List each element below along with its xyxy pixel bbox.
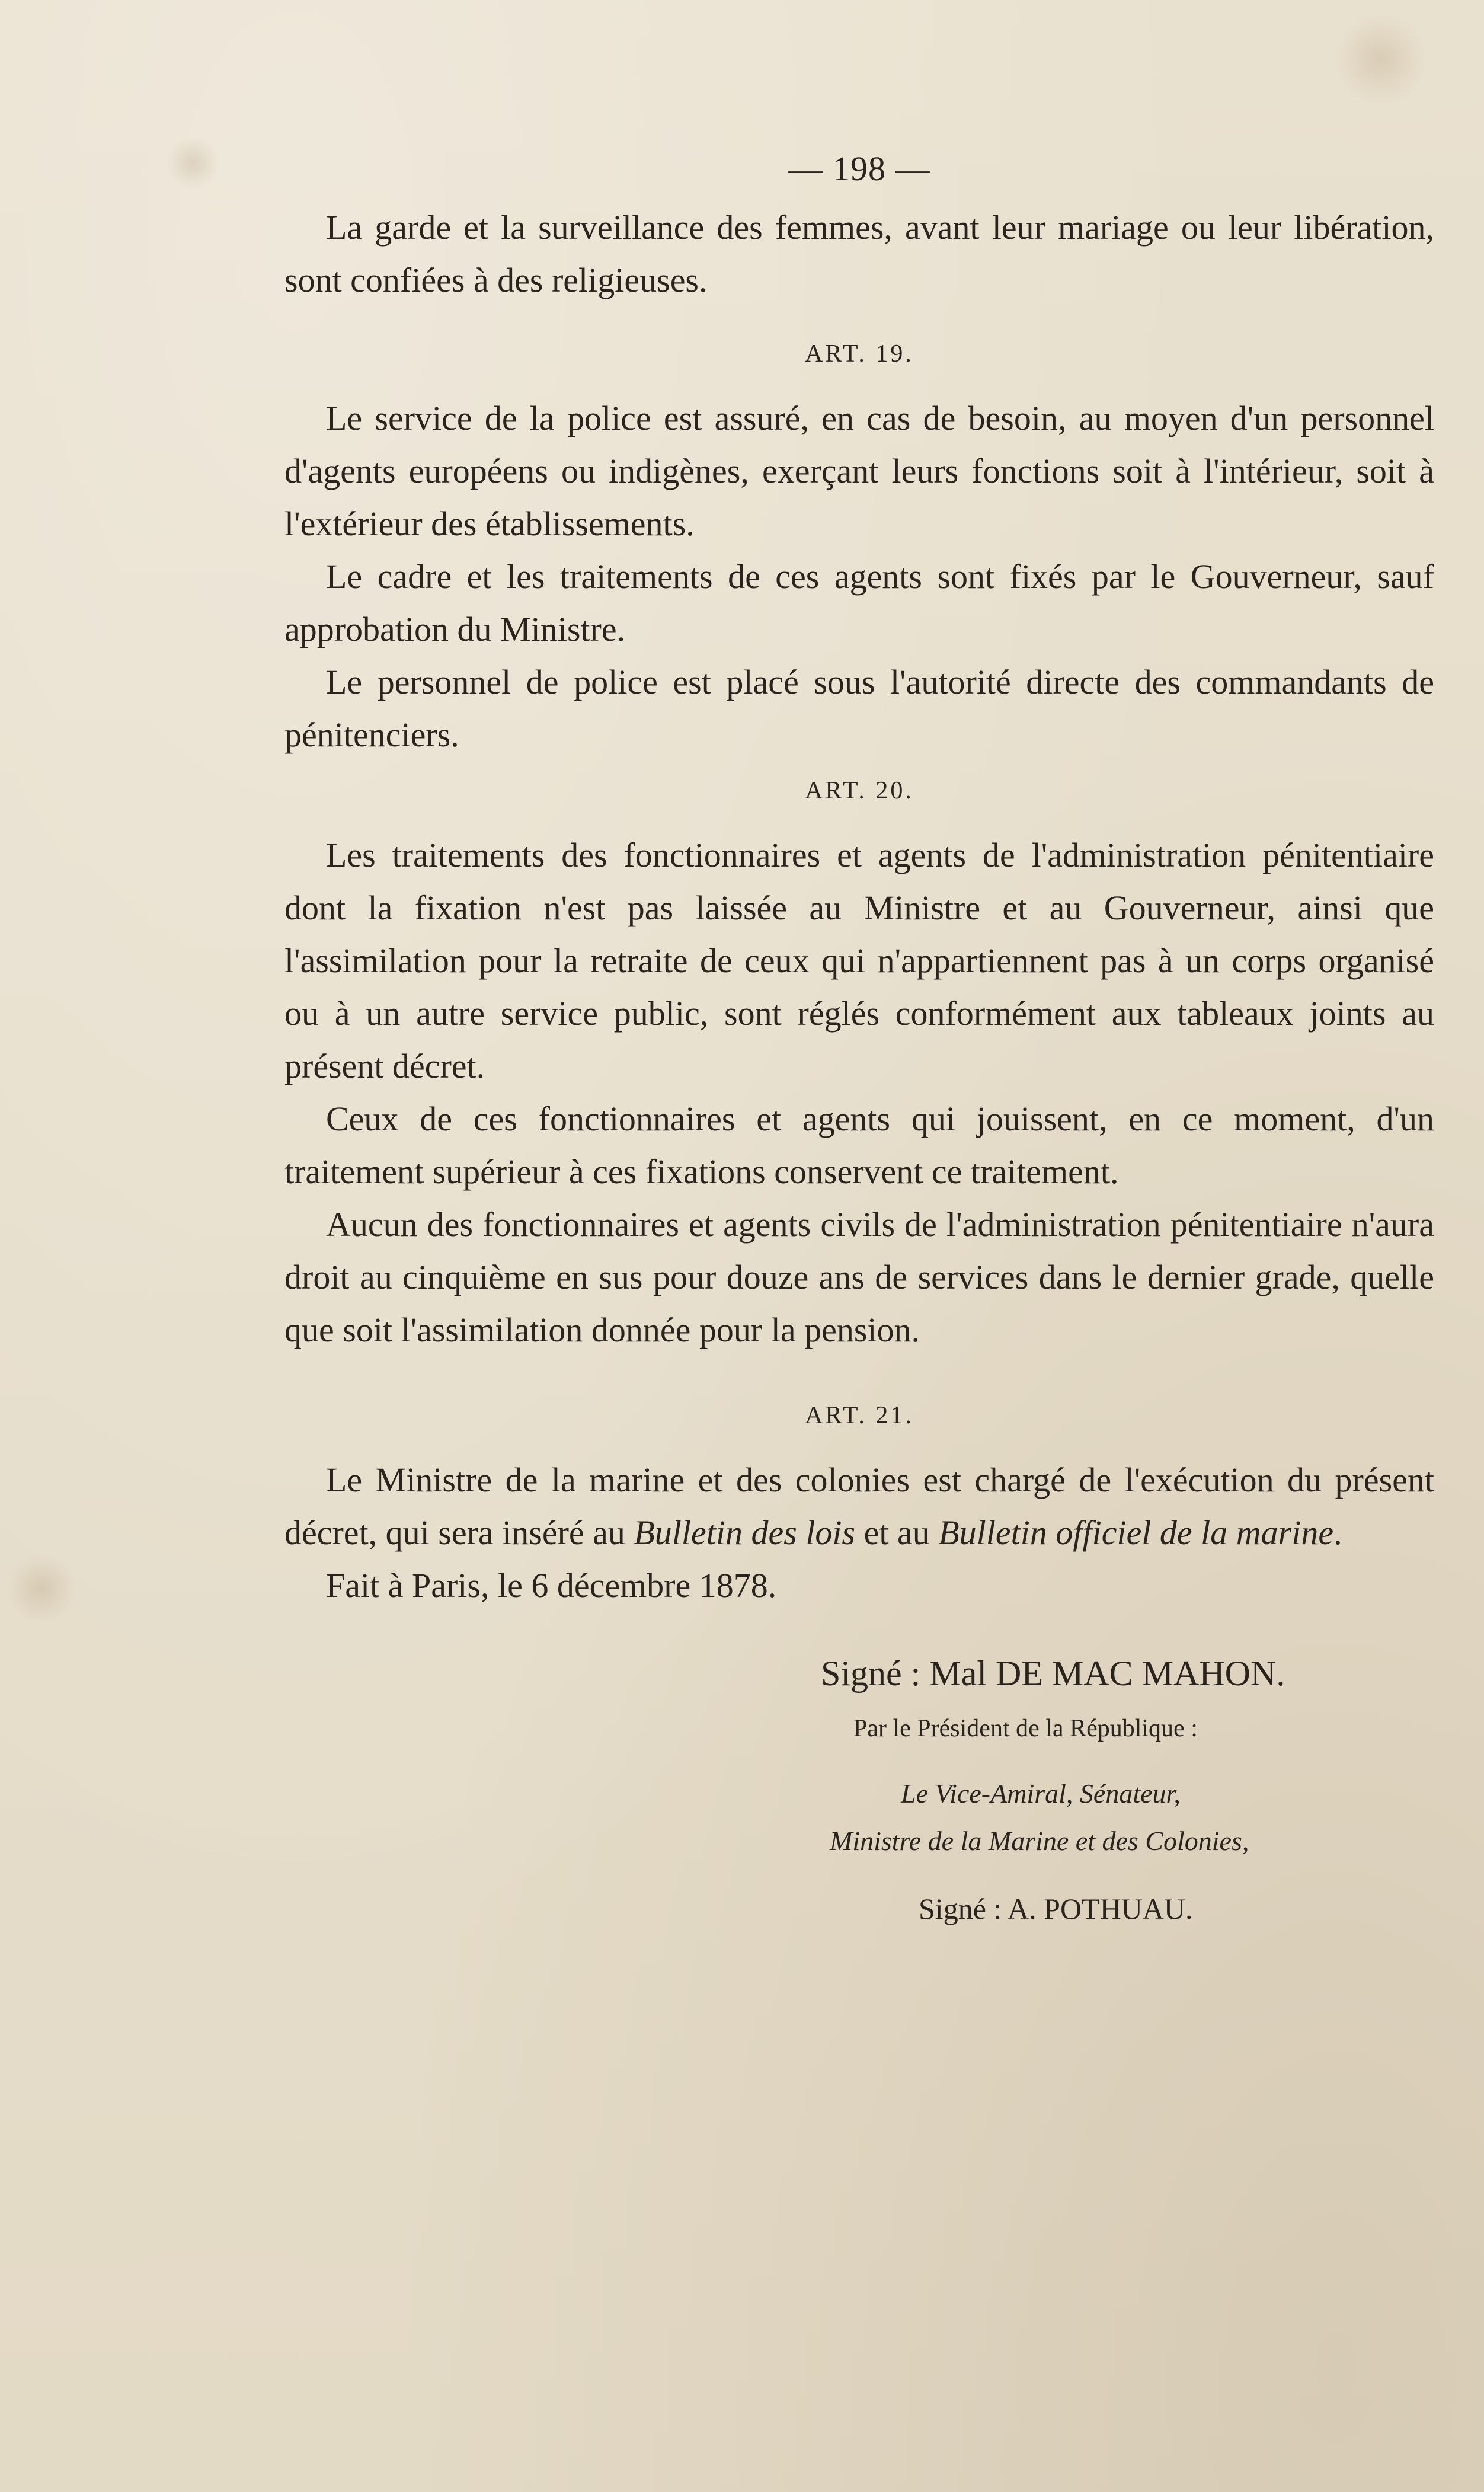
article-21-heading: ART. 21. [805, 1402, 914, 1429]
paper-stain [1333, 12, 1428, 107]
article-21-and: et au [855, 1513, 939, 1552]
par-le-president: Par le Président de la République : [853, 1715, 1198, 1742]
minister-title-line-1: Le Vice-Amiral, Sénateur, [901, 1778, 1181, 1809]
article-20-paragraph-3: Aucun des fonctionnaires et agents civils de l'administration pénitentiaire n'aura droit au cinquième en sus pour douze ans de services dans le dernier grade, quelle que soit l'assimilation donnée pour la pension. [284, 1205, 1434, 1349]
article-20-paragraph-2: Ceux de ces fonctionnaires et agents qui jouissent, en ce moment, d'un traitement supérieur à ces fixations conservent ce traitement. [284, 1100, 1434, 1191]
intro-paragraph: La garde et la surveillance des femmes, avant leur mariage ou leur libération, sont confiées à des religieuses. [284, 208, 1434, 299]
article-21-paragraph [284, 1453, 1434, 1559]
article-21-text-start: Le Ministre de la marine et des colonies est chargé de l'exécution du présent décret, qui sera inséré au [284, 1461, 1434, 1552]
article-19-paragraph-2: Le cadre et les traitements de ces agents sont fixés par le Gouverneur, sauf approbation du Ministre. [284, 557, 1434, 648]
article-21-text-end: . [1333, 1513, 1342, 1552]
paper-stain [166, 136, 219, 190]
article-20-paragraph-1: Les traitements des fonctionnaires et agents de l'administration pénitentiaire dont la fixation n'est pas laissée au Ministre et au Gouverneur, ainsi que l'assimilation pour la retraite de ceux qui n'appartiennent pas à un corps organisé ou à un autre service public, sont réglés conformément aux tableaux joints au présent décret. [284, 836, 1434, 1085]
bulletin-des-lois: Bulletin des lois [634, 1513, 856, 1552]
page-number: — 198 — [788, 149, 930, 188]
minister-title-line-2: Ministre de la Marine et des Colonies, [830, 1826, 1249, 1856]
paper-stain [6, 1553, 77, 1624]
president-signature: Signé : Mal DE MAC MAHON. [821, 1654, 1285, 1693]
bulletin-officiel: Bulletin officiel de la marine [938, 1513, 1334, 1552]
text-body [284, 142, 1434, 1935]
minister-signature: Signé : A. POTHUAU. [919, 1892, 1193, 1925]
article-19-paragraph-3: Le personnel de police est placé sous l'autorité directe des commandants de pénitenciers. [284, 663, 1434, 754]
article-19-paragraph-1: Le service de la police est assuré, en cas de besoin, au moyen d'un personnel d'agents européens ou indigènes, exerçant leurs fonctions soit à l'intérieur, soit à l'extérieur des établissements. [284, 399, 1434, 543]
article-19-heading: ART. 19. [805, 340, 914, 368]
dated-line: Fait à Paris, le 6 décembre 1878. [326, 1566, 777, 1605]
article-20-heading: ART. 20. [805, 777, 914, 804]
